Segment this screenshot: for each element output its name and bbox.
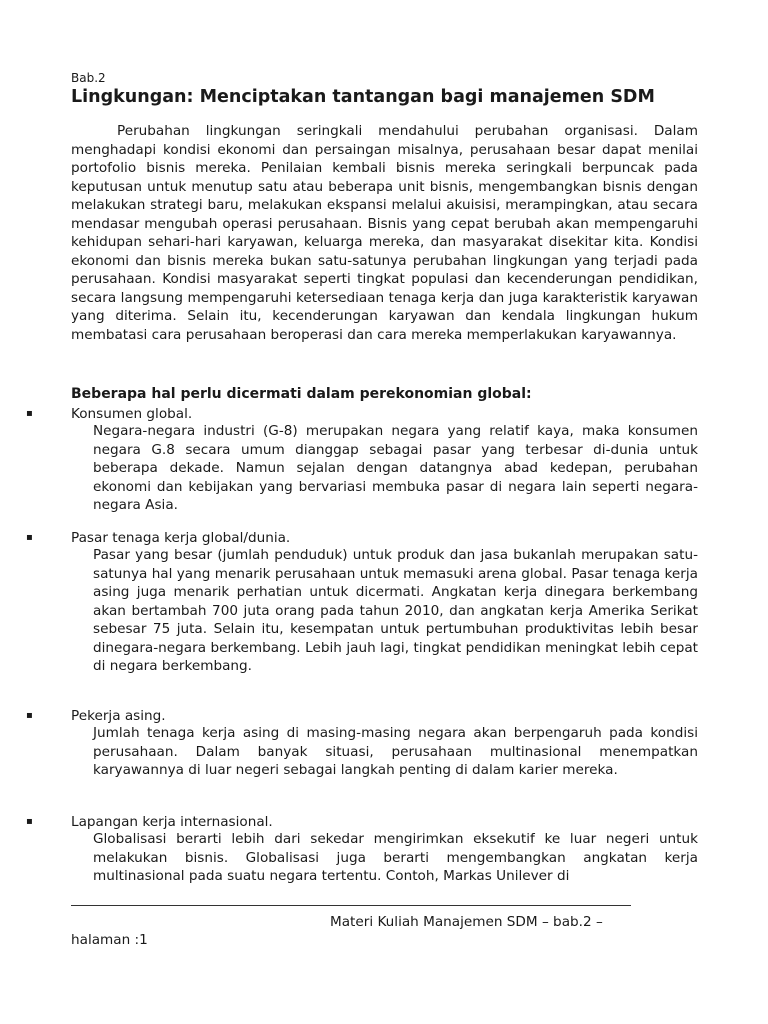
intro-text: Perubahan lingkungan seringkali mendahului perubahan organisasi. Dalam menghadapi kondisi ekonomi dan persaingan misalnya, perusahaan besar dapat menilai portofolio bisnis mereka. Penilaian kembali bisnis mereka seringkali berpuncak pada keputusan untuk menutup satu atau beberapa unit bisnis, mengembangkan bisnis dengan melakukan strategi baru, melakukan ekspansi melalui akuisisi, merampingkan, atau secara mendasar mengubah operasi perusahaan. Bisnis yang cepat berubah akan mempengaruhi kehidupan sehari-hari karyawan, keluarga mereka, dan masyarakat disekitar kita. Kondisi ekonomi dan bisnis mereka bukan satu-satunya perubahan lingkungan yang terjadi pada perusahaan. Kondisi masyarakat seperti tingkat populasi dan kecenderungan pendidikan, secara langsung mempengaruhi ketersediaan tenaga kerja dan juga karakteristik karyawan yang diterima. Selain itu, kecenderungan karyawan dan kendala lingkungan hukum membatasi cara perusahaan beroperasi dan cara mereka memperlakukan karyawannya. [71,123,698,343]
square-bullet-icon: ▪ [26,532,33,543]
bullet-body: Pasar yang besar (jumlah penduduk) untuk produk dan jasa bukanlah merupakan satu-satunya hal yang menarik perusahaan untuk memasuki arena global. Pasar tenaga kerja asing juga menarik perhatian untuk dicermati. Angkatan kerja dinegara berkembang akan bertambah 700 juta orang pada tahun 2010, dan angkatan kerja Amerika Serikat sebesar 75 juta. Selain itu, kesempatan untuk pertumbuhan produktivitas lebih besar dinegara-negara berkembang. Lebih jauh lagi, tingkat pendidikan meningkat lebih cepat di negara berkembang. [93,547,698,674]
square-bullet-icon: ▪ [26,408,33,419]
bullet-heading: Pekerja asing. [71,708,166,724]
bullet-heading: Pasar tenaga kerja global/dunia. [71,530,291,546]
section-subheading: Beberapa hal perlu dicermati dalam perekonomian global: [71,386,532,402]
bullet-heading: Lapangan kerja internasional. [71,814,273,830]
square-bullet-icon: ▪ [26,816,33,827]
bullet-body: Negara-negara industri (G-8) merupakan negara yang relatif kaya, maka konsumen negara G.8 secara umum dianggap sebagai pasar yang terbesar di-dunia untuk beberapa dekade. Namun sejalan dengan datangnya abad kedepan, perubahan ekonomi dan kebijakan yang bervariasi membuka pasar di negara lain seperti negara-negara Asia. [93,423,698,513]
square-bullet-icon: ▪ [26,710,33,721]
bullet-heading: Konsumen global. [71,406,193,422]
bullet-body: Globalisasi berarti lebih dari sekedar mengirimkan eksekutif ke luar negeri untuk melakukan bisnis. Globalisasi juga berarti mengembangkan angkatan kerja multinasional pada suatu negara tertentu. Contoh, Markas Unilever di [93,831,698,884]
page-title: Lingkungan: Menciptakan tantangan bagi manajemen SDM [71,87,655,107]
page-number: halaman :1 [71,932,148,948]
footer-text: Materi Kuliah Manajemen SDM – bab.2 – [330,914,603,930]
footer-divider [71,905,631,906]
intro-paragraph [71,122,698,344]
chapter-label: Bab.2 [71,71,106,85]
bullet-body: Jumlah tenaga kerja asing di masing-masing negara akan berpengaruh pada kondisi perusahaan. Dalam banyak situasi, perusahaan multinasional menempatkan karyawannya di luar negeri sebagai langkah penting di dalam karier mereka. [93,725,698,778]
